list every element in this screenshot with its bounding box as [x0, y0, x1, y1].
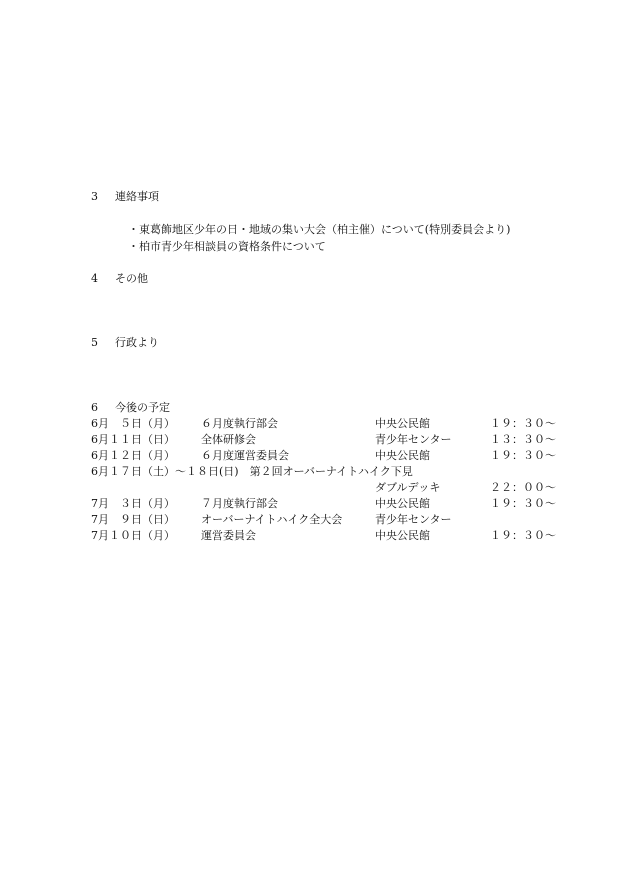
section-title-sonota: その他 — [115, 272, 148, 285]
section-number: 3 — [91, 190, 98, 203]
schedule-date: 6月１２日（月） — [91, 449, 175, 462]
schedule-time: １９：３０～ — [490, 449, 556, 462]
section-title-gyosei: 行政より — [115, 336, 159, 349]
section-number: 6 — [91, 401, 98, 414]
schedule-event: オーバーナイトハイク全大会 — [201, 513, 343, 526]
schedule-event: ７月度執行部会 — [201, 497, 278, 510]
section-number: 5 — [91, 336, 98, 349]
notice-item: ・東葛飾地区少年の日・地域の集い大会（柏主催）について(特別委員会より) — [128, 223, 511, 236]
schedule-date: 7月１０日（月） — [91, 529, 175, 542]
schedule-event: 運営委員会 — [201, 529, 256, 542]
schedule-venue: 青少年センター — [375, 433, 452, 446]
schedule-event: ６月度運営委員会 — [201, 449, 289, 462]
schedule-venue: 中央公民館 — [375, 497, 430, 510]
schedule-time: １９：３０～ — [490, 497, 556, 510]
schedule-time: １３：３０～ — [490, 433, 556, 446]
schedule-time: １９：３０～ — [490, 529, 556, 542]
section-title-renraku: 連絡事項 — [115, 190, 159, 203]
schedule-time: ２２：００～ — [490, 481, 556, 494]
notice-item: ・柏市青少年相談員の資格条件について — [128, 240, 326, 253]
schedule-venue: ダブルデッキ — [375, 481, 441, 494]
section-title-yotei: 今後の予定 — [115, 401, 170, 414]
schedule-venue: 中央公民館 — [375, 417, 430, 430]
schedule-date: 6月１１日（日） — [91, 433, 175, 446]
schedule-date: 7月 ３日（月） — [91, 497, 175, 510]
schedule-event: ６月度執行部会 — [201, 417, 278, 430]
schedule-date: 7月 ９日（日） — [91, 513, 175, 526]
schedule-time: １９：３０～ — [490, 417, 556, 430]
schedule-venue: 中央公民館 — [375, 529, 430, 542]
schedule-date-long: 6月１７日（土）～１８日(日) 第２回オーバーナイトハイク下見 — [91, 465, 413, 478]
schedule-venue: 中央公民館 — [375, 449, 430, 462]
schedule-date: 6月 ５日（月） — [91, 417, 175, 430]
schedule-event: 全体研修会 — [201, 433, 256, 446]
section-number: 4 — [91, 272, 98, 285]
schedule-venue: 青少年センター — [375, 513, 452, 526]
